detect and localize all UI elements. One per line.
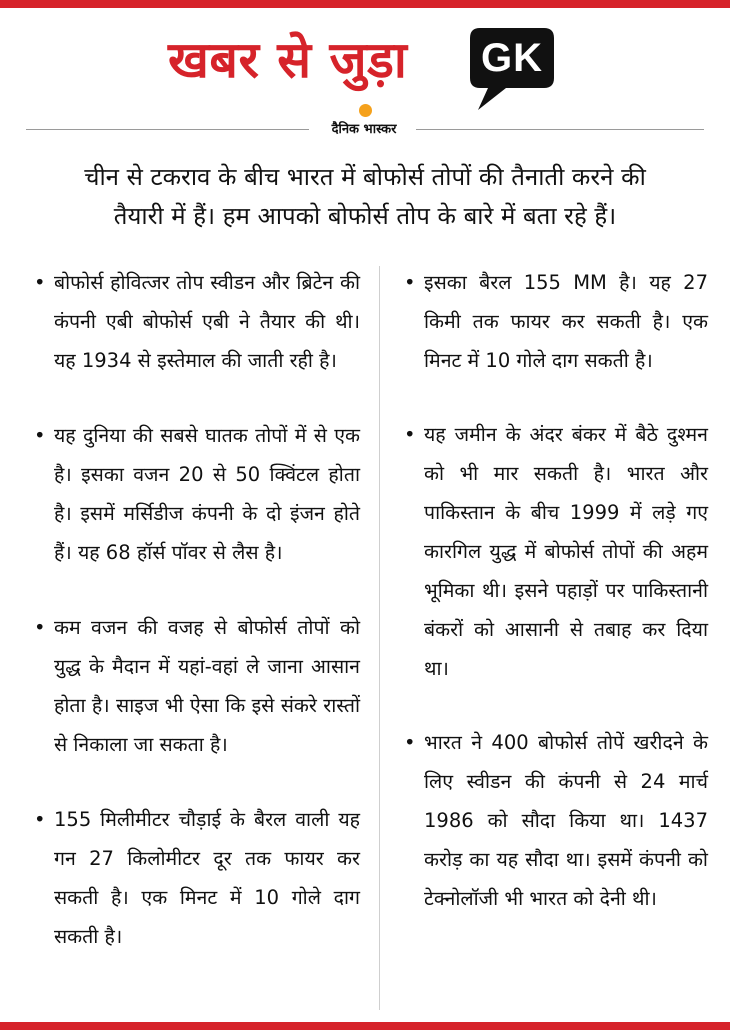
fact-item <box>404 263 708 380</box>
bullet-icon: • <box>34 271 46 294</box>
bullet-icon: • <box>404 423 416 446</box>
headline: खबर से जुड़ा <box>168 31 408 89</box>
fact-item <box>34 800 360 956</box>
fact-text: यह दुनिया की सबसे घातक तोपों में से एक है। इसका वजन 20 से 50 क्विंटल होता है। इसमें मर्सिडीज कंपनी के दो इंजन होते हैं। यह 68 हॉर्स पॉवर से लैस है। <box>54 424 360 564</box>
bullet-icon: • <box>404 271 416 294</box>
intro-paragraph <box>22 158 708 236</box>
header-divider-left <box>26 129 309 130</box>
fact-text: भारत ने 400 बोफोर्स तोपें खरीदने के लिए स्वीडन की कंपनी से 24 मार्च 1986 को सौदा किया था। 1437 करोड़ का यह सौदा था। इसमें कंपनी को टेक्नोलॉजी भी भारत को देनी थी। <box>424 731 708 910</box>
bullet-icon: • <box>404 731 416 754</box>
column-divider <box>379 266 380 1010</box>
bullet-icon: • <box>34 808 46 831</box>
fact-text: 155 मिलीमीटर चौड़ाई के बैरल वाली यह गन 27 किलोमीटर दूर तक फायर कर सकती है। एक मिनट में 10 गोले दाग सकती है। <box>54 808 360 948</box>
brand-sun-icon <box>359 104 372 117</box>
bottom-accent-bar <box>0 1022 730 1030</box>
left-column <box>34 263 360 992</box>
top-accent-bar <box>0 0 730 8</box>
fact-item <box>404 723 708 918</box>
fact-item <box>34 416 360 572</box>
header-divider-right <box>416 129 704 130</box>
gk-badge <box>470 26 556 112</box>
fact-item <box>404 415 708 688</box>
fact-text: बोफोर्स होवित्जर तोप स्वीडन और ब्रिटेन की कंपनी एबी बोफोर्स एबी ने तैयार की थी। यह 1934 से इस्तेमाल की जाती रही है। <box>54 271 360 372</box>
fact-item <box>34 608 360 764</box>
fact-text: यह जमीन के अंदर बंकर में बैठे दुश्मन को भी मार सकती है। भारत और पाकिस्तान के बीच 1999 में लड़े गए कारगिल युद्ध में बोफोर्स तोपों की अहम भूमिका थी। इसने पहाड़ों पर पाकिस्तानी बंकरों को आसानी से तबाह कर दिया था। <box>424 423 708 680</box>
bullet-icon: • <box>34 424 46 447</box>
fact-item <box>34 263 360 380</box>
intro-line-2: तैयारी में हैं। हम आपको बोफोर्स तोप के बारे में बता रहे हैं। <box>113 202 617 230</box>
right-column <box>404 263 708 953</box>
fact-text: इसका बैरल 155 MM है। यह 27 किमी तक फायर कर सकती है। एक मिनट में 10 गोले दाग सकती है। <box>424 271 708 372</box>
fact-text: कम वजन की वजह से बोफोर्स तोपों को युद्ध के मैदान में यहां-वहां ले जाना आसान होता है। साइज भी ऐसा कि इसे संकरे रास्तों से निकाला जा सकता है। <box>54 616 360 756</box>
intro-line-1: चीन से टकराव के बीच भारत में बोफोर्स तोपों की तैनाती करने की <box>84 163 646 191</box>
gk-badge-label: GK <box>481 35 543 80</box>
brand-logo <box>312 104 416 138</box>
bullet-icon: • <box>34 616 46 639</box>
brand-name: दैनिक भास्कर <box>331 122 397 137</box>
